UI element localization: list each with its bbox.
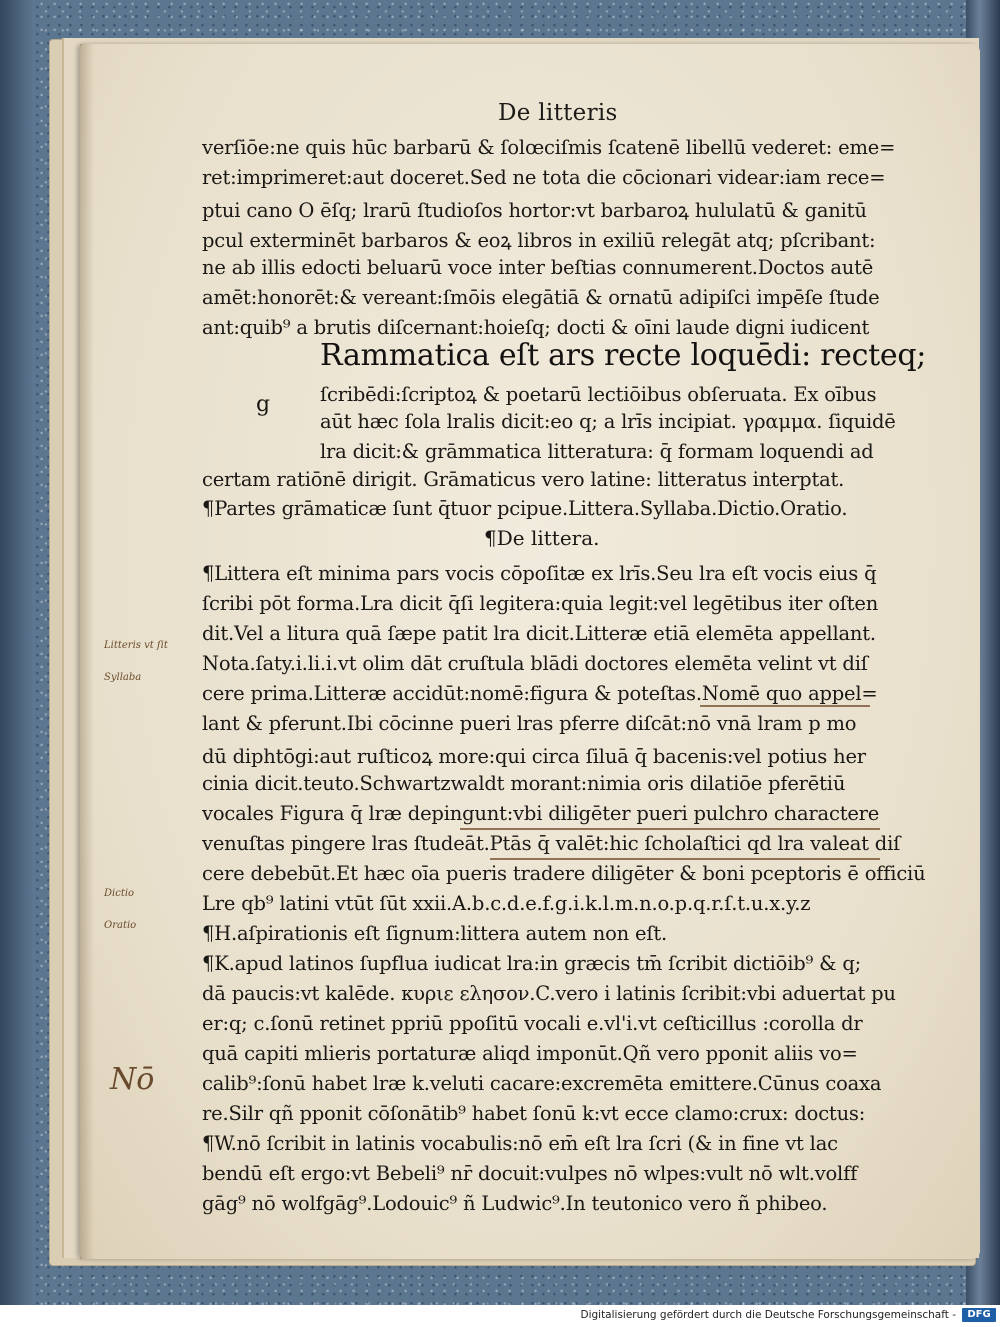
text-line: dit.Vel a litura quā ſæpe patit lra dicit.Litteræ etiā elemēta appellant.: [202, 622, 876, 645]
ink-underline: [490, 858, 880, 860]
page-gutter-shadow: [80, 44, 94, 1259]
text-line: ſcribi pōt forma.Lra dicit q̄ſi legitera:quia legit:vel legētibus iter oſten: [202, 592, 879, 615]
text-line: ret:imprimeret:aut doceret.Sed ne tota die cōcionari videar:iam rece=: [202, 166, 886, 189]
text-line: re.Silr qñ pponit cōſonātib⁹ habet ſonū k:vt ecce clamo:crux: doctus:: [202, 1102, 866, 1125]
text-line: dā paucis:vt kalēde. κυριε ελησον.C.vero i latinis ſcribit:vbi aduertat pu: [202, 982, 896, 1005]
text-line: ptui cano O ēſq; lrarū ſtudioſos hortor:vt barbaroꝝ hululatū & ganitū: [202, 199, 867, 222]
marginal-note: Litteris vt ſit: [104, 640, 168, 651]
text-line: pcul exterminēt barbaros & eoꝝ libros in exiliū relegāt atq; pſcribant:: [202, 229, 876, 252]
text-line: ant:quib⁹ a brutis diſcernant:hoieſq; docti & oīni laude digni iudicent: [202, 316, 870, 339]
text-line: bendū eſt ergo:vt Bebeli⁹ nr̄ docuit:vulpes nō wlpes:vult nō wlt.volff: [202, 1162, 858, 1185]
grammatica-opening: Rammatica eſt ars recte loquēdi: recteq;: [320, 338, 927, 373]
text-line: ¶Littera eſt minima pars vocis cōpoſitæ ex lrīs.Seu lra eſt vocis eius q̄: [202, 562, 877, 585]
text-line: lant & pferunt.Ibi cōcinne pueri lras pferre diſcāt:nō vnā lram p mo: [202, 712, 857, 735]
text-line: lra dicit:& grāmmatica litteratura: q̄ formam loquendi ad: [320, 440, 874, 463]
text-line: venuſtas pingere lras ſtudeāt.Ptās q̄ valēt:hic ſcholaſtici qd lra valeat diſ: [202, 832, 901, 855]
text-line: amēt:honorēt:& vereant:ſmōis elegātiā & ornatū adipiſci impēſe ſtude: [202, 286, 880, 309]
text-line: ne ab illis edocti beluarū voce inter beſtias connumerent.Doctos autē: [202, 256, 874, 279]
text-line: calib⁹:ſonū habet lræ k.veluti cacare:excremēta emittere.Cūnus coaxa: [202, 1072, 882, 1095]
text-line: gāg⁹ nō wolfgāg⁹.Lodouic⁹ ñ Ludwic⁹.In teutonico vero ñ phibeo.: [202, 1192, 828, 1215]
text-line: er:q; c.ſonū retinet ppriū ppoſitū vocali e.vl'i.vt ceſticillus :corolla dr: [202, 1012, 863, 1035]
guide-letter: g: [256, 392, 271, 417]
text-line: ¶Partes grāmaticæ ſunt q̄tuor pcipue.Littera.Syllaba.Dictio.Oratio.: [202, 497, 848, 520]
marginal-note: Dictio: [104, 888, 135, 899]
ink-underline: [700, 705, 870, 707]
text-line: cinia dicit.teuto.Schwartzwaldt morant:nimia oris dilatiōe pferētiū: [202, 772, 846, 795]
text-line: ¶H.aſpirationis eſt ſignum:littera autem non eſt.: [202, 922, 667, 945]
marginal-note: Nō: [110, 1062, 155, 1097]
text-line: aūt hæc ſola lralis dicit:eo q; a lrīs incipiat. γραμμα. ſiquidē: [320, 410, 896, 433]
text-line: cere prima.Litteræ accidūt:nomē:figura & poteſtas.Nomē quo appel=: [202, 682, 878, 705]
text-line: Nota.ſaty.i.li.i.vt olim dāt cruſtula blādi doctores elemēta velint vt diſ: [202, 652, 868, 675]
text-line: ¶W.nō ſcribit in latinis vocabulis:nō em̄ eſt lra ſcri (& in fine vt lac: [202, 1132, 838, 1155]
marginal-note: Oratio: [104, 920, 137, 931]
text-line: ſcribēdi:ſcriptoꝝ & poetarū lectiōibus obſeruata. Ex oībus: [320, 383, 877, 406]
text-line: Lre qb⁹ latini vtūt ſūt xxii.A.b.c.d.e.f.g.i.k.l.m.n.o.p.q.r.ſ.t.u.x.y.z: [202, 892, 811, 915]
dfg-logo: DFG: [962, 1308, 996, 1322]
running-head: De litteris: [498, 100, 618, 126]
text-line: certam ratiōnē dirigit. Grāmaticus vero latine: litteratus interptat.: [202, 468, 845, 491]
footer-credit: Digitalisierung gefördert durch die Deutsche Forschungsgemeinschaft -: [580, 1309, 956, 1321]
text-line: dū diphtōgi:aut ruſticoꝝ more:qui circa ſiluā q̄ bacenis:vel potius her: [202, 745, 866, 768]
marginal-note: Syllaba: [104, 672, 142, 683]
text-line: vocales Figura q̄ lræ depingunt:vbi diligēter pueri pulchro charactere: [202, 802, 880, 825]
section-heading: ¶De littera.: [484, 526, 600, 550]
text-line: verſiōe:ne quis hūc barbarū & ſolœciſmis ſcatenē libellū vederet: eme=: [202, 136, 896, 159]
text-line: cere debebūt.Et hæc oīa pueris tradere diligēter & boni pceptoris ē officiū: [202, 862, 926, 885]
text-line: quā capiti mlieris portaturæ aliqd imponūt.Qñ vero pponit aliis vo=: [202, 1042, 858, 1065]
text-line: ¶K.apud latinos ſupflua iudicat lra:in græcis tm̄ ſcribit dictiōib⁹ & q;: [202, 952, 861, 975]
ink-underline: [460, 828, 880, 830]
cover-edge: [0, 0, 34, 1305]
